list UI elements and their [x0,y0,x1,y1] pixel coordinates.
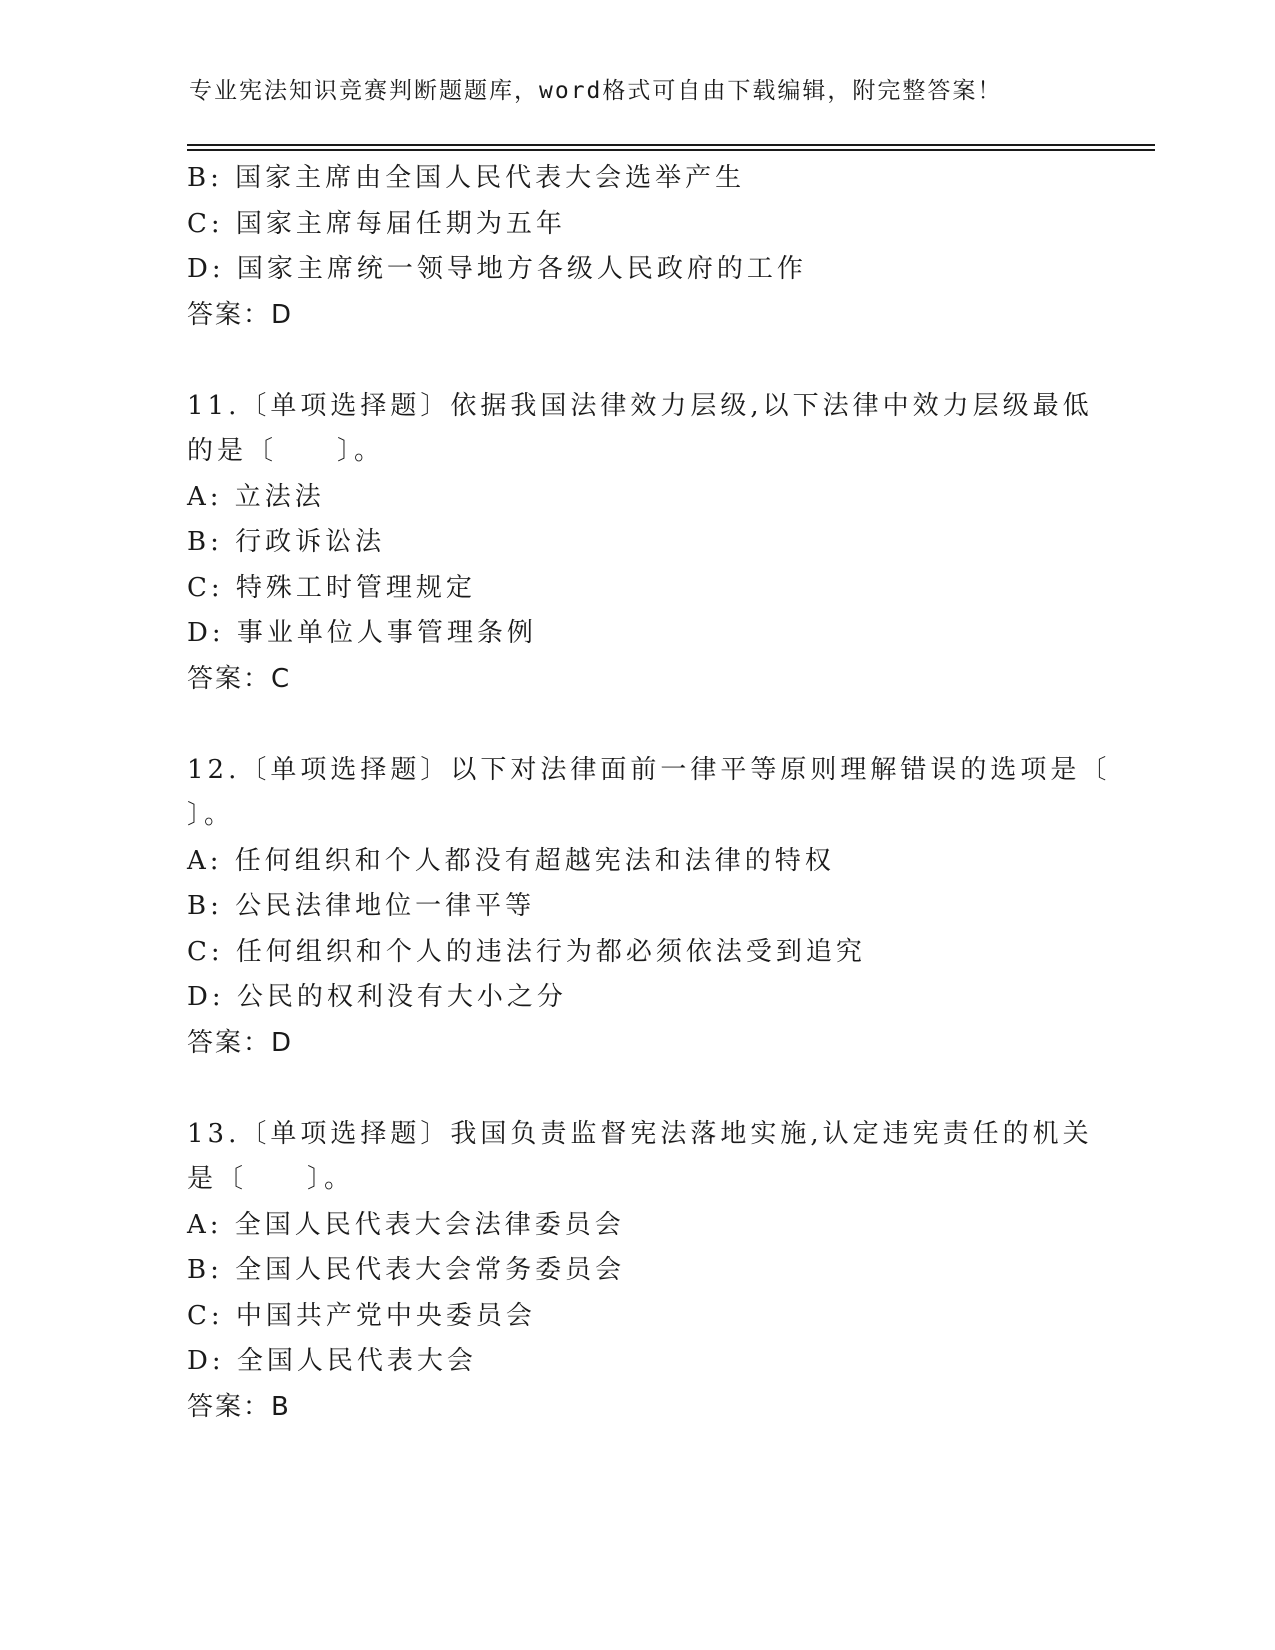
option-d: D: 事业单位人事管理条例 [187,618,537,648]
question-stem: 13.〔单项选择题〕我国负责监督宪法落地实施,认定违宪责任的机关 [187,1118,1093,1149]
option-a: A: 全国人民代表大会法律委员会 [187,1209,625,1240]
question-stem: 11.〔单项选择题〕依据我国法律效力层级,以下法律中效力层级最低 [187,390,1093,421]
option-c: C: 国家主席每届任期为五年 [187,208,566,239]
document-body [187,156,1111,1430]
answer-label: 答案：D [187,299,294,330]
option-a: A: 任何组织和个人都没有超越宪法和法律的特权 [187,845,835,876]
question-block-prev [187,156,1087,338]
question-block-11 [187,384,1093,703]
question-stem: 的是〔 〕。 [187,436,385,466]
header-divider [187,144,1155,146]
option-c: C: 特殊工时管理规定 [187,572,476,603]
option-b: B: 全国人民代表大会常务委员会 [187,1255,626,1285]
option-a: A: 立法法 [187,481,325,512]
question-stem: 12.〔单项选择题〕以下对法律面前一律平等原则理解错误的选项是〔 [187,754,1111,785]
option-c: C: 任何组织和个人的违法行为都必须依法受到追究 [187,936,866,967]
question-block-13 [187,1112,1093,1431]
option-d: D: 全国人民代表大会 [187,1346,477,1376]
page-header-title: 专业宪法知识竞赛判断题题库，word格式可自由下载编辑，附完整答案！ [189,78,1003,104]
header-divider [187,149,1155,151]
option-c: C: 中国共产党中央委员会 [187,1300,536,1331]
question-block-12 [187,748,1111,1067]
answer-label: 答案：C [187,663,292,694]
option-d: D: 国家主席统一领导地方各级人民政府的工作 [187,254,807,284]
option-d: D: 公民的权利没有大小之分 [187,982,567,1012]
option-b: B: 公民法律地位一律平等 [187,891,536,921]
answer-label: 答案：B [187,1391,291,1422]
option-b: B: 行政诉讼法 [187,527,386,557]
option-b: B: 国家主席由全国人民代表大会选举产生 [187,163,746,193]
question-stem: 〕。 [187,800,235,830]
answer-label: 答案：D [187,1027,294,1058]
question-stem: 是〔 〕。 [187,1164,355,1194]
